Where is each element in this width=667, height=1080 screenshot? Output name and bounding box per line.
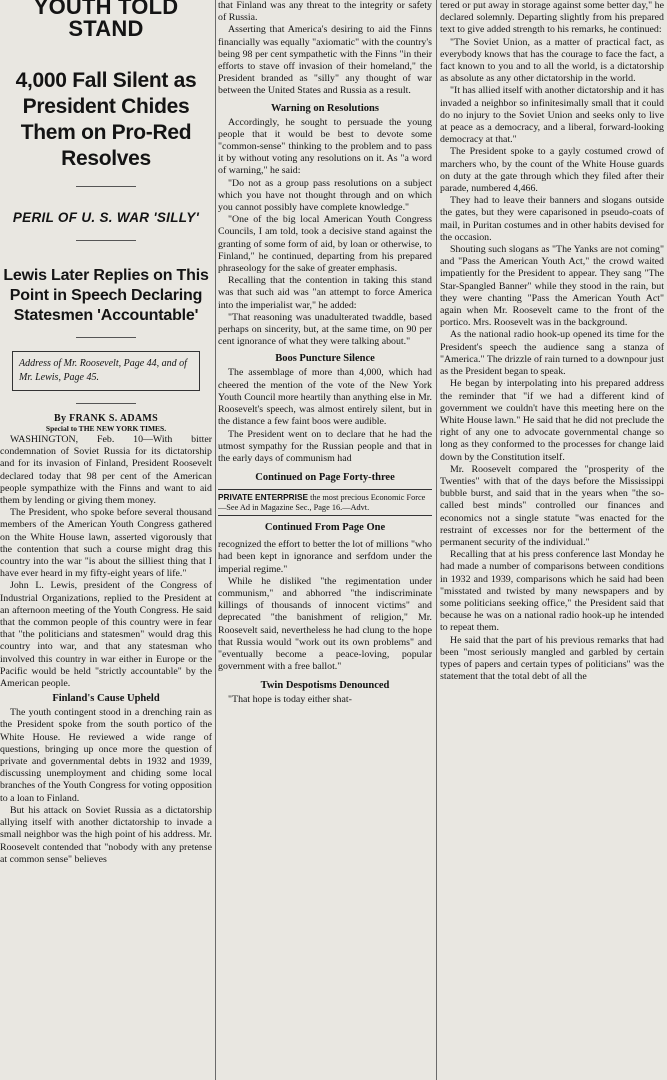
paragraph: tered or put away in storage against some better day," he declared solemnly. Departing slightly from his prepared text to give added strength to his remarks, he continued: xyxy=(440,0,664,36)
paragraph: Accordingly, he sought to persuade the young people that it would be best to devote some "common-sense" thinking to the problem and to pass it by without voting any resolutions on it. As "a word of warning," he said: xyxy=(218,116,432,177)
paragraph: The President went on to declare that he had the utmost sympathy for the Russian people and that in the early days of communism had xyxy=(218,428,432,464)
advertisement-note xyxy=(218,489,432,516)
column-rule xyxy=(436,0,437,1080)
divider xyxy=(76,337,136,338)
paragraph: "That hope is today either shat- xyxy=(228,694,352,706)
paragraph: As the national radio hook-up opened its time for the President's speech the audience sang a stanza of "America." The drizzle of rain turned to a downpour just as the President began to speak. xyxy=(440,329,664,378)
headline-deck-2: PERIL OF U. S. WAR 'SILLY' xyxy=(12,210,200,225)
paragraph: John L. Lewis, president of the Congress of Industrial Organizations, replied to the President at an afternoon meeting of the Youth Congress. He said that the common people of this country were in fear that "the politicians and statesmen" would drag this country into war, and that any statesman who involved this country in war either in Europe or the Pacific would be held "strictly accountable" by the American people. xyxy=(0,580,212,690)
paragraph: The President spoke to a gayly costumed crowd of marchers who, by the count of the White House guards on duty at the gate through which they filed after their parade, numbered 4,466. xyxy=(440,146,664,195)
paragraph: Asserting that America's desiring to aid the Finns financially was equally "axiomatic" with the country's being 98 per cent sympathetic with the Finns "in their efforts to stave off invasion of their homeland," the President branded as "silly" any thought of war between the United States and Russia as a result. xyxy=(218,24,432,97)
column-rule xyxy=(215,0,216,1080)
paragraph: "It has allied itself with another dictatorship and it has invaded a neighbor so infinitesimally small that it could do no injury to the Soviet Union and seeks only to live at peace as a democracy, and a liberal, forward-looking democracy at that." xyxy=(440,85,664,146)
headline-deck-3: Lewis Later Replies on This Point in Speech Declaring Statesmen 'Accountable' xyxy=(3,267,209,324)
paragraph: While he disliked "the regimentation under communism," and abhorred "the indiscriminate killings of thousands of innocent victims" and deprecated "the banishment of religion," Mr. Roosevelt said, nevertheless he had clung to the hope that Russia would "work out its own problems" and "eventually become a peace-loving, popular government with a free ballot." xyxy=(218,575,432,673)
column-1 xyxy=(0,0,212,866)
paragraph: The youth contingent stood in a drenching rain as the President spoke from the south portico of the White House. He reviewed a wide range of questions, bringing up once more the question of private and governmental debts in 1932 and 1939, discussing unemployment and chiding some local branches of the Youth Congress for voting opposition to a loan to Finland. xyxy=(0,707,212,804)
column-2 xyxy=(218,0,432,707)
divider xyxy=(76,186,136,187)
paragraph: "One of the big local American Youth Congress Councils, I am told, took a decisive stand against the granting of some form of aid, by loan or otherwise, to Finland," he continued, departing from his prepared phraseology for the sake of greater emphasis. xyxy=(218,214,432,275)
paragraph: "That reasoning was unadulterated twaddle, based perhaps on sincerity, but, at the same time, on 90 per cent ignorance of what they were talking about." xyxy=(218,311,432,348)
paragraph: Mr. Roosevelt compared the "prosperity of the Twenties" with that of the days before the Mississippi bubble burst, and said that in the years when "the so-called best minds" controlled our finances and economics not a single statute "was enacted for the restraint of excesses nor for the betterment of the permanent security of the individual." xyxy=(440,463,664,548)
continued-line: Continued on Page Forty-three xyxy=(255,472,395,484)
paragraph: But his attack on Soviet Russia as a dictatorship allying itself with another dictatorship to invade a small neighbor was the high point of his address. Mr. Roosevelt contended that "nobody with any pretense at common sense" believes xyxy=(0,804,212,865)
paragraph: They had to leave their banners and slogans outside the gates, but they were caparisoned in pseudo-coats of mail, in Puritan costumes and in other habits devised for the occasion. xyxy=(440,195,664,243)
cross-reference-box: Address of Mr. Roosevelt, Page 44, and of Mr. Lewis, Page 45. xyxy=(12,351,200,391)
paragraph: The President, who spoke before several thousand members of the American Youth Congress gathered on the White House lawn, asserted vigorously that the contention that such a course might drag this country into the war "is about the silliest thing that I have ever heard in my fifty-eight years of life." xyxy=(0,507,212,580)
dateline-credit: Special to THE NEW YORK TIMES. xyxy=(45,424,167,433)
paragraph: Recalling that the contention in taking this stand was that such aid was "an attempt to force America into the imperialist war," he added: xyxy=(218,275,432,311)
subheading: Twin Despotisms Denounced xyxy=(260,680,390,692)
headline-deck-1: 4,000 Fall Silent as President Chides Them on Pro-Red Resolves xyxy=(15,69,197,170)
paragraph: WASHINGTON, Feb. 10—With bitter condemnation of Soviet Russia for its dictatorship and for its invasion of Finland, President Roosevelt declared today that 98 per cent of the American people sympathize with the Finns and want to aid them by lending or giving them money. xyxy=(0,434,212,507)
paragraph: Recalling that at his press conference last Monday he had made a number of comparisons between conditions in 1932 and 1939, comparisons which he said had been "misstated and twisted by many newspapers and by some politicians seeking office," the President said that because he was on a national radio hook-up he intended to repeat them. xyxy=(440,549,664,634)
subheading: Warning on Resolutions xyxy=(271,102,379,114)
paragraph: "The Soviet Union, as a matter of practical fact, as everybody knows that has the courage to face the fact, a fact known to you and to all the world, is a dictatorship as absolute as any other dictatorship in the world. xyxy=(440,36,664,85)
paragraph: Shouting such slogans as "The Yanks are not coming" and "Pass the American Youth Act," the crowd waited impatiently for the President to appear. They sang "The Star-Spangled Banner" while they stood in the rain, but they were chanting "Pass the American Youth Act" again when Mr. Roosevelt came to the front of the portico. Mrs. Roosevelt was in the background. xyxy=(440,244,664,329)
continued-from-line: Continued From Page One xyxy=(264,522,386,534)
byline: By FRANK S. ADAMS xyxy=(54,413,158,424)
divider xyxy=(76,403,136,404)
subheading: Boos Puncture Silence xyxy=(275,353,375,365)
paragraph: The assemblage of more than 4,000, which had cheered the mention of the vote of the New York Youth Council more heartily than anything else in Mr. Roosevelt's speech, was almost entirely silent, but in the distance a few faint boos were audible. xyxy=(218,367,432,428)
column-3 xyxy=(440,0,664,683)
paragraph: recognized the effort to better the lot of millions "who had been kept in ignorance and serfdom under the imperial regime." xyxy=(218,539,432,575)
paragraph: that Finland was any threat to the integrity or safety of Russia. xyxy=(218,0,432,24)
divider xyxy=(76,240,136,241)
paragraph: He began by interpolating into his prepared address the reminder that "if we had a different kind of government we couldn't have this meeting here on the White House lawn." He said that he did not preclude the right of any one to advocate governmental change so long as they conformed to the processes for change laid down by the Constitution itself. xyxy=(440,378,664,463)
paragraph: He said that the part of his previous remarks that had been "most seriously mangled and garbled by certain types of papers and certain types of politicians" was the statement that the total debt of all the xyxy=(440,634,664,683)
paragraph: "Do not as a group pass resolutions on a subject which you have not thought through and on which you cannot possibly have complete knowledge." xyxy=(218,177,432,214)
subheading: Finland's Cause Upheld xyxy=(52,693,160,705)
headline-banner: YOUTH TOLD STAND xyxy=(33,0,179,41)
ad-label: PRIVATE ENTERPRISE xyxy=(218,492,309,503)
ad-text: the most precious Economic Force—See Ad in Magazine Sec., Page 16.—Advt. xyxy=(218,493,426,513)
